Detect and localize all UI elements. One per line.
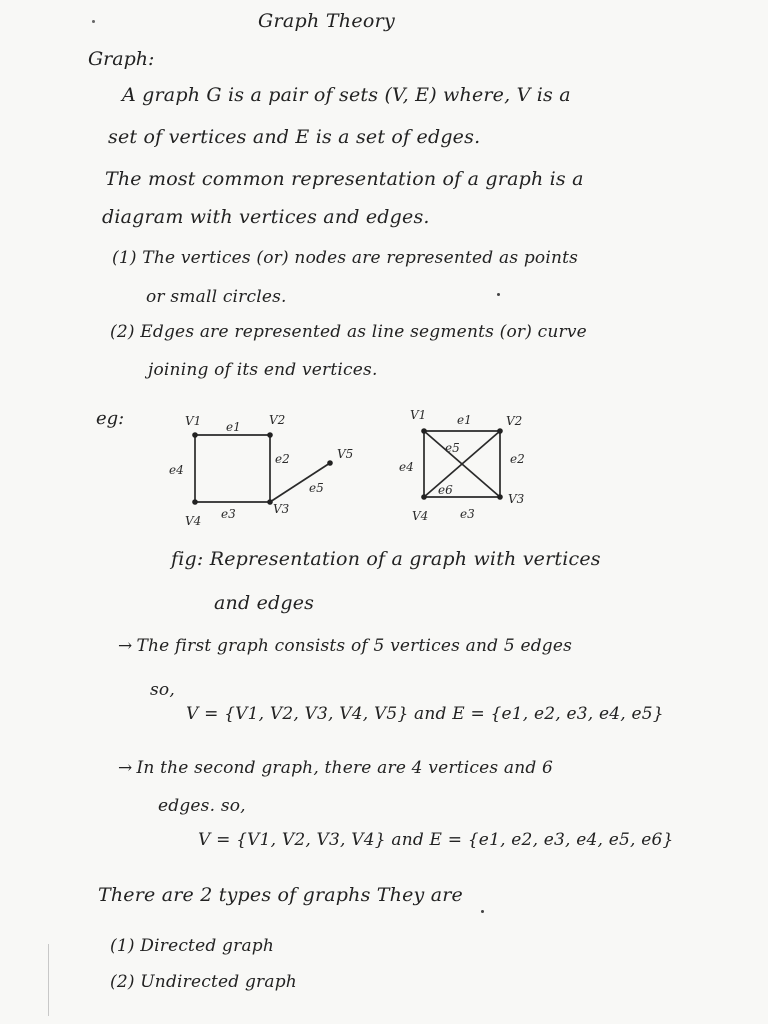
definition-line-1: A graph G is a pair of sets (V, E) where, V is a bbox=[122, 84, 571, 106]
figure-caption-line-1: fig: Representation of a graph with vertices bbox=[171, 548, 601, 570]
graph-2-label-v3: V3 bbox=[508, 492, 525, 506]
representation-line-2: diagram with vertices and edges. bbox=[102, 206, 430, 228]
point-2-line-1: (2) Edges are represented as line segments (or) curve bbox=[110, 322, 587, 342]
graph-2-vertex-v1 bbox=[421, 428, 427, 434]
ink-dot bbox=[92, 20, 95, 23]
graph-2-label-e1: e1 bbox=[457, 413, 472, 427]
graph-1-label-e3: e3 bbox=[221, 507, 236, 521]
graph-2-label-v1: V1 bbox=[410, 408, 427, 422]
definition-line-2: set of vertices and E is a set of edges. bbox=[108, 126, 481, 148]
graph-2-label-e6: e6 bbox=[438, 483, 453, 497]
paper-edge-mark bbox=[48, 944, 49, 1016]
point-2-line-2: joining of its end vertices. bbox=[148, 360, 378, 380]
graph-1-vertex-v3 bbox=[267, 499, 273, 505]
graph-2-diagram bbox=[396, 405, 546, 525]
section-heading: Graph: bbox=[88, 48, 155, 70]
figure-caption-line-2: and edges bbox=[214, 592, 315, 614]
arrow-icon: → bbox=[118, 758, 133, 778]
graph-1-label-v1: V1 bbox=[185, 414, 202, 428]
graph-1-label-v2: V2 bbox=[269, 413, 286, 427]
page-title: Graph Theory bbox=[258, 10, 396, 32]
graph-1-vertex-v4 bbox=[192, 499, 198, 505]
graph-2-vertex-v3 bbox=[497, 494, 503, 500]
type-directed-graph: (1) Directed graph bbox=[110, 936, 275, 956]
graph-2-label-e3: e3 bbox=[460, 507, 475, 521]
types-line: There are 2 types of graphs They are bbox=[98, 884, 463, 906]
graph-1-vertex-v5 bbox=[327, 460, 333, 466]
point-1-line-1: (1) The vertices (or) nodes are represented as points bbox=[112, 248, 579, 268]
first-graph-sets: V = {V1, V2, V3, V4, V5} and E = {e1, e2, e3, e4, e5} bbox=[186, 704, 664, 724]
example-label: eg: bbox=[96, 408, 125, 429]
ink-dot bbox=[497, 293, 500, 296]
graph-2-label-v4: V4 bbox=[412, 509, 429, 523]
graph-1-vertex-v1 bbox=[192, 432, 198, 438]
graph-2-label-v2: V2 bbox=[506, 414, 523, 428]
graph-1-label-e4: e4 bbox=[169, 463, 184, 477]
graph-1-label-e5: e5 bbox=[309, 481, 324, 495]
first-graph-line-2: so, bbox=[150, 680, 175, 700]
point-1-line-2: or small circles. bbox=[146, 287, 287, 307]
graph-1-vertex-v2 bbox=[267, 432, 273, 438]
ink-dot bbox=[481, 910, 484, 913]
second-graph-line-2: edges. so, bbox=[158, 796, 246, 816]
graph-1-label-v3: V3 bbox=[273, 502, 290, 516]
first-graph-description: The first graph consists of 5 vertices and 5 edges bbox=[136, 636, 573, 656]
second-graph-description: In the second graph, there are 4 vertices and 6 bbox=[136, 758, 554, 778]
second-graph-sets: V = {V1, V2, V3, V4} and E = {e1, e2, e3, e4, e5, e6} bbox=[198, 830, 674, 850]
graph-2-vertex-v4 bbox=[421, 494, 427, 500]
graph-2-label-e4: e4 bbox=[399, 460, 414, 474]
type-undirected-graph: (2) Undirected graph bbox=[110, 972, 297, 992]
graph-1-diagram bbox=[165, 410, 365, 530]
graph-2-label-e5: e5 bbox=[445, 441, 460, 455]
arrow-icon: → bbox=[118, 636, 133, 656]
graph-1-label-v4: V4 bbox=[185, 514, 202, 528]
graph-2-label-e2: e2 bbox=[510, 452, 525, 466]
graph-1-label-e2: e2 bbox=[275, 452, 290, 466]
graph-1-label-v5: V5 bbox=[337, 447, 354, 461]
second-graph-line-1 bbox=[118, 758, 553, 778]
representation-line-1: The most common representation of a graph is a bbox=[105, 168, 584, 190]
first-graph-line-1 bbox=[118, 636, 572, 656]
graph-1-label-e1: e1 bbox=[226, 420, 241, 434]
graph-2-vertex-v2 bbox=[497, 428, 503, 434]
